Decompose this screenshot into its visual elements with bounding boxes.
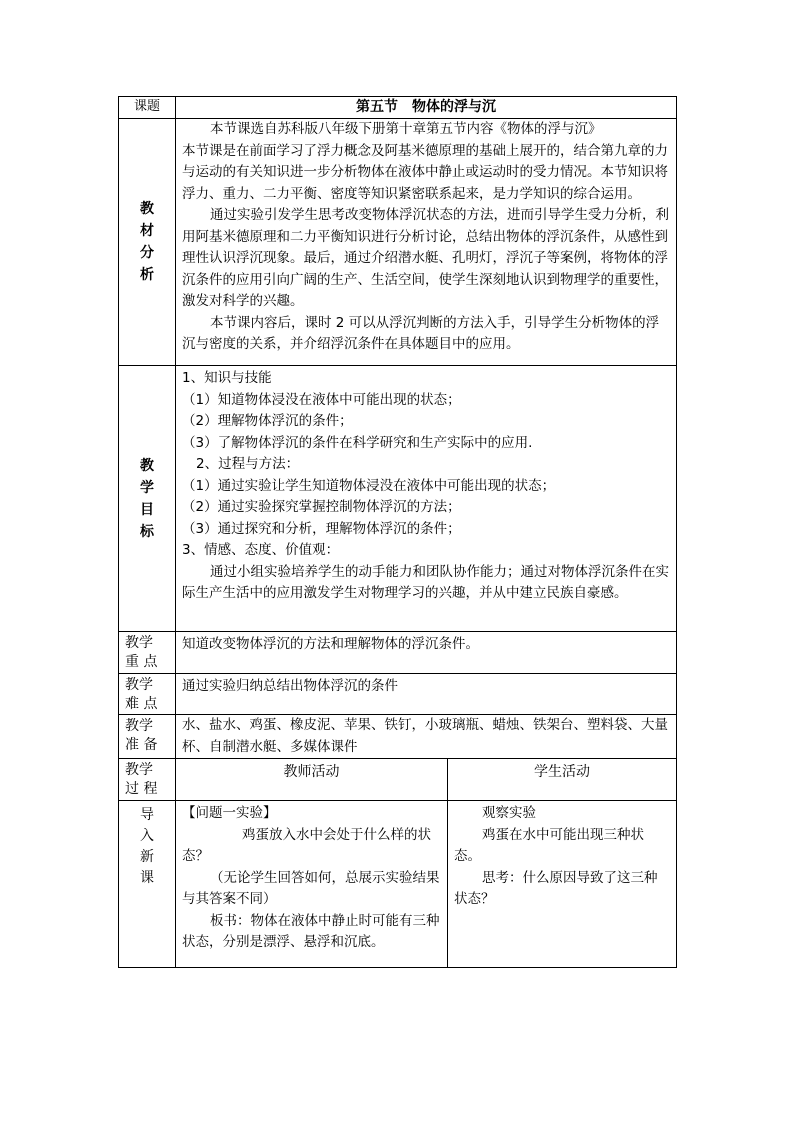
intro-teacher-note: （无论学生回答如何，总展示实验结果与其答案不同） xyxy=(182,869,440,907)
objectives-label xyxy=(119,366,176,632)
intro-student-line: 观察实验 xyxy=(482,805,536,821)
analysis-label-char: 析 xyxy=(140,267,154,283)
objective-line: （1）知道物体浸没在液体中可能出现的状态； xyxy=(182,391,461,408)
topic-row xyxy=(119,97,677,119)
intro-row xyxy=(119,801,677,968)
analysis-paragraph: 本节课内容后，课时 2 可以从浮沉判断的方法入手，引导学生分析物体的浮沉与密度的关系，并介绍浮沉条件在具体题目中的应用。 xyxy=(182,314,660,352)
lesson-plan-table xyxy=(118,96,677,968)
intro-teacher-question: 鸡蛋放入水中会处于什么样的状态？ xyxy=(182,826,431,864)
key-points-row xyxy=(119,632,677,674)
intro-label-char: 新 xyxy=(140,849,154,865)
key-points-label xyxy=(119,632,176,674)
intro-student-activity xyxy=(448,801,677,968)
preparation-label-line1: 教学 xyxy=(125,718,153,734)
intro-label-char: 导 xyxy=(140,807,154,823)
objective-line: （3）了解物体浮沉的条件在科学研究和生产实际中的应用. xyxy=(182,434,533,451)
objective-line: （1）通过实验让学生知道物体浸没在液体中可能出现的状态； xyxy=(182,477,556,494)
intro-teacher-activity xyxy=(176,801,448,968)
analysis-paragraph: 本节课选自苏科版八年级下册第十章第五节内容《物体的浮与沉》 xyxy=(210,121,602,137)
process-header-row xyxy=(119,759,677,801)
preparation-text: 水、盐水、鸡蛋、橡皮泥、苹果、铁钉，小玻璃瓶、蜡烛、铁架台、塑料袋、大量杯、自制潜水艇、多媒体课件 xyxy=(176,715,677,759)
difficulties-label xyxy=(119,674,176,715)
difficulties-label-line2: 难 点 xyxy=(125,696,158,712)
preparation-label-line2: 准 备 xyxy=(125,737,158,753)
intro-label-char: 课 xyxy=(140,870,154,886)
student-activity-header: 学生活动 xyxy=(448,759,677,801)
objective-line: 2、过程与方法： xyxy=(196,456,300,472)
intro-label-char: 入 xyxy=(140,828,154,844)
objective-line: （2）理解物体浮沉的条件； xyxy=(182,413,353,429)
preparation-label xyxy=(119,715,176,759)
analysis-paragraph: 本节课是在前面学习了浮力概念及阿基米德原理的基础上展开的，结合第九章的力与运动的有关知识进一步分析物体在液体中静止或运动时的受力情况。本节知识将浮力、重力、二力平衡、密度等知识紧密联系起来，是力学知识的综合运用。 xyxy=(182,142,668,202)
key-points-text: 知道改变物体浮沉的方法和理解物体的浮沉条件。 xyxy=(176,632,677,674)
objectives-content xyxy=(176,366,677,632)
difficulties-text: 通过实验归纳总结出物体浮沉的条件 xyxy=(176,674,677,715)
objectives-label-char: 标 xyxy=(140,523,154,540)
objective-line: 3、情感、态度、价值观： xyxy=(182,542,340,558)
teacher-activity-header: 教师活动 xyxy=(176,759,448,801)
lesson-title: 第五节 物体的浮与沉 xyxy=(176,97,677,119)
objective-line: 1、知识与技能 xyxy=(182,370,272,386)
objectives-row xyxy=(119,366,677,632)
objective-line: （3）通过探究和分析，理解物体浮沉的条件； xyxy=(182,520,461,537)
objective-line: （2）通过实验探究掌握控制物体浮沉的方法； xyxy=(182,499,461,515)
intro-label xyxy=(119,801,176,968)
topic-label: 课题 xyxy=(119,97,176,119)
key-points-label-line1: 教学 xyxy=(125,635,153,651)
objective-line: 通过小组实验培养学生的动手能力和团队协作能力；通过对物体浮沉条件在实际生产生活中的应用激发学生对物理学习的兴趣，并从中建立民族自豪感。 xyxy=(182,563,669,601)
intro-teacher-board: 板书：物体在液体中静止时可能有三种状态，分别是漂浮、悬浮和沉底。 xyxy=(182,912,440,950)
intro-student-line: 思考：什么原因导致了这三种状态？ xyxy=(454,869,658,907)
difficulties-row xyxy=(119,674,677,715)
key-points-label-line2: 重 点 xyxy=(125,654,158,670)
process-label-line2: 过 程 xyxy=(125,781,158,797)
analysis-label-char: 教 xyxy=(140,201,154,217)
analysis-label-char: 材 xyxy=(140,223,154,239)
analysis-label-char: 分 xyxy=(140,245,154,261)
analysis-paragraph: 通过实验引发学生思考改变物体浮沉状态的方法，进而引导学生受力分析，利用阿基米德原理和二力平衡知识进行分析讨论，总结出物体的浮沉条件，从感性到理性认识浮沉现象。最后，通过介绍潜水艇、孔明灯，浮沉子等案例，将物体的浮沉条件的应用引向广阔的生产、生活空间，使学生深刻地认识到物理学的重要性，激发对科学的兴趣。 xyxy=(182,207,669,309)
objectives-label-char: 教 xyxy=(140,457,154,474)
process-label-line1: 教学 xyxy=(125,762,153,778)
analysis-label xyxy=(119,119,176,366)
intro-student-line: 鸡蛋在水中可能出现三种状态。 xyxy=(454,826,644,864)
analysis-row xyxy=(119,119,677,366)
objectives-label-char: 学 xyxy=(140,479,154,496)
preparation-row xyxy=(119,715,677,759)
intro-teacher-heading: 【问题一实验】 xyxy=(182,805,277,821)
difficulties-label-line1: 教学 xyxy=(125,677,153,693)
analysis-content xyxy=(176,119,677,366)
objectives-label-char: 目 xyxy=(140,501,154,518)
process-label xyxy=(119,759,176,801)
